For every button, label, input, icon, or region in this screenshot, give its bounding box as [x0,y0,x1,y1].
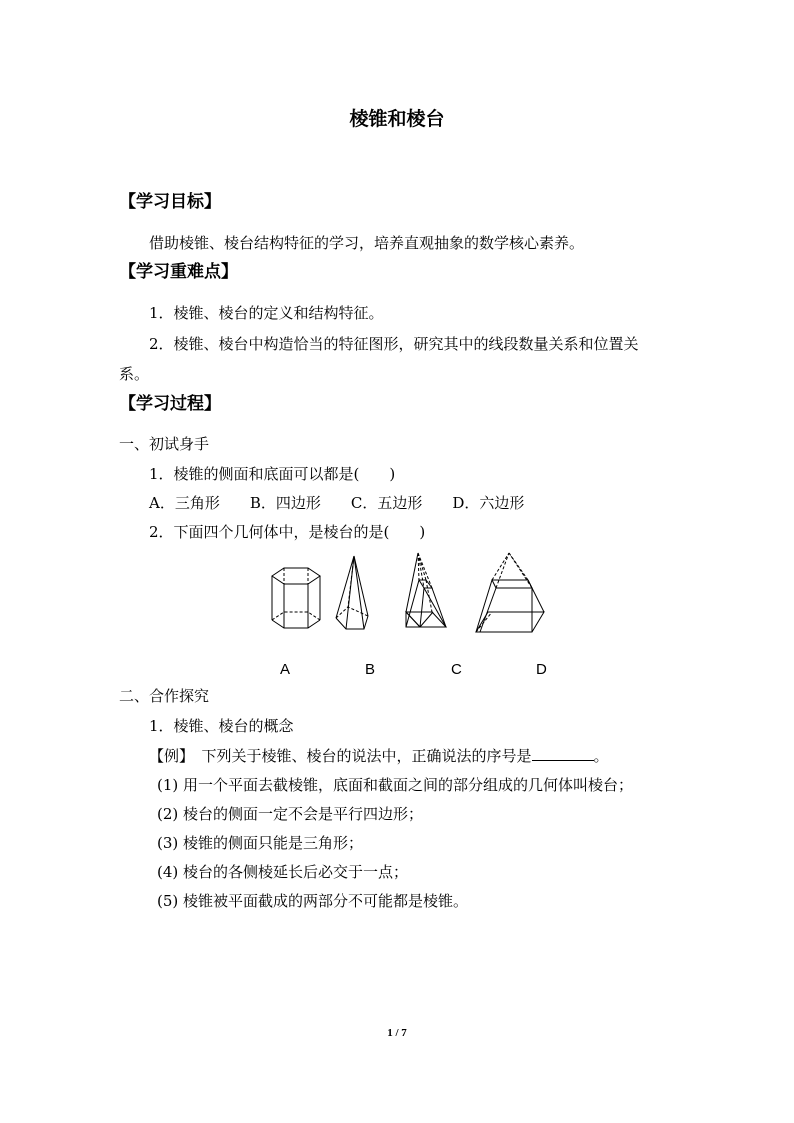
subsection-1: 1．棱锥、棱台的概念 [149,717,294,735]
figure-label-b: B [365,661,376,678]
statement-4: (4) 棱台的各侧棱延长后必交于一点； [157,863,409,881]
goal-heading: 【学习目标】 [119,192,221,212]
part1-heading: 一、初试身手 [119,435,210,453]
statement-1: (1) 用一个平面去截棱锥，底面和截面之间的部分组成的几何体叫棱台； [157,776,634,794]
example-line [149,746,609,766]
question-1-options: A．三角形 B．四边形 C．五边形 D．六边形 [149,494,525,512]
statement-5: (5) 棱锥被平面截成的两部分不可能都是棱锥。 [157,892,469,910]
solid-figures [266,552,556,640]
key-points-heading: 【学习重难点】 [119,262,238,282]
figure-label-c: C [451,661,462,678]
example-prefix: 【例】 下列关于棱锥、棱台的说法中，正确说法的序号是 [149,747,532,765]
figure-label-a: A [280,661,291,678]
statement-3: (3) 棱锥的侧面只能是三角形； [157,834,364,852]
process-heading: 【学习过程】 [119,394,221,414]
figure-c-cut-pyramid [406,553,446,627]
key-point-2-line2: 系。 [119,365,150,383]
page-number: 1 / 7 [387,1027,407,1039]
statement-2: (2) 棱台的侧面一定不会是平行四边形； [157,805,424,823]
goal-text: 借助棱锥、棱台结构特征的学习，培养直观抽象的数学核心素养。 [149,234,585,252]
example-suffix: 。 [593,747,609,765]
question-2: 2．下面四个几何体中，是棱台的是( ) [149,523,426,541]
part2-heading: 二、合作探究 [119,687,210,705]
figure-b-pyramid [336,556,368,629]
key-point-1: 1．棱锥、棱台的定义和结构特征。 [149,304,384,322]
question-1: 1．棱锥的侧面和底面可以都是( ) [149,465,396,483]
page-title: 棱锥和棱台 [349,108,445,130]
figure-a-prism [272,568,320,628]
figure-label-d: D [536,661,547,678]
key-point-2-line1: 2．棱锥、棱台中构造恰当的特征图形，研究其中的线段数量关系和位置关 [149,335,639,353]
answer-blank[interactable] [532,746,594,761]
figure-d-frustum [476,553,544,632]
